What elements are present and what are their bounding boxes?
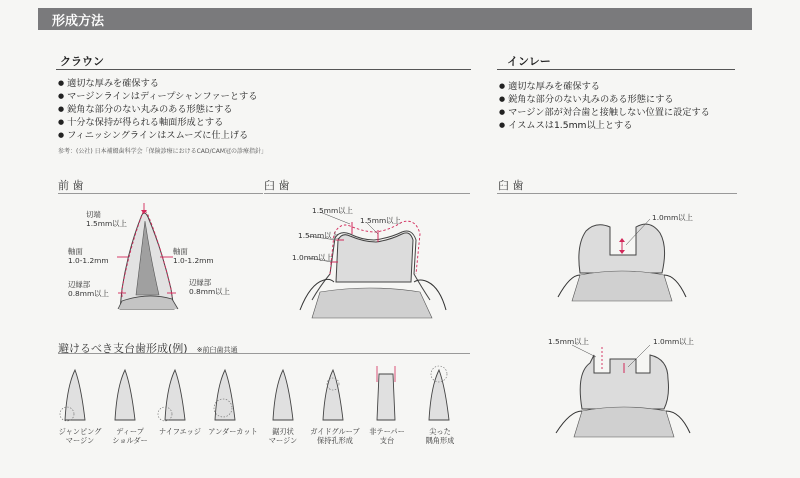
avoid-caption: 非テーパー 支台 (369, 427, 405, 445)
crown-bullet: ● フィニッシングラインはスムーズに仕上げる (58, 129, 257, 142)
title-banner (38, 8, 752, 30)
avoid-teeth-row (55, 362, 475, 424)
axial-left-label: 軸面 1.0-1.2mm (68, 247, 109, 265)
avoid-caption: 鋸刃状 マージン (268, 427, 298, 445)
anterior-title-line (58, 193, 263, 194)
crown-bullet: ● 適切な厚みを確保する (58, 77, 257, 90)
crown-bullet: ● 鋭角な部分のない丸みのある形態にする (58, 103, 257, 116)
molar-label: 1.0mm以上 (292, 253, 333, 262)
molar-label: 1.5mm以上 (298, 231, 339, 240)
inlay-bottom-diagram (550, 333, 730, 443)
crown-bullets (58, 77, 257, 142)
avoid-caption: ガイドグルーブ 保持孔形成 (310, 427, 360, 445)
page-title: 形成方法 (52, 14, 105, 29)
margin-right-label: 辺縁部 0.8mm以上 (189, 278, 230, 296)
avoid-heading: 避けるべき支台歯形成(例) ※前臼歯共通 (58, 342, 238, 355)
crown-heading: クラウン (60, 55, 104, 68)
inlay-molar-title: 臼 歯 (498, 179, 524, 192)
avoid-caption: ナイフエッジ (159, 427, 201, 436)
inlay-heading: インレー (507, 55, 551, 68)
crown-reference: 参考：(公社) 日本補綴歯科学会「保険診療におけるCAD/CAM冠の診療指針」 (58, 148, 267, 155)
molar-label: 1.5mm以上 (360, 216, 401, 225)
incisal-label: 切端 1.5mm以上 (86, 210, 127, 228)
crown-bullet: ● マージンラインはディープシャンファーとする (58, 90, 257, 103)
inlay-top-label: 1.0mm以上 (652, 213, 693, 222)
margin-left-label: 辺縁部 0.8mm以上 (68, 280, 109, 298)
anterior-title: 前 歯 (58, 179, 84, 192)
inlay-bullets (499, 80, 710, 132)
inlay-bullet: ● 適切な厚みを確保する (499, 80, 710, 93)
molar-label: 1.5mm以上 (312, 206, 353, 215)
avoid-caption: アンダーカット (208, 427, 258, 436)
inlay-molar-title-line (497, 193, 737, 194)
inlay-bottom-right-label: 1.0mm以上 (653, 337, 694, 346)
axial-right-label: 軸面 1.0-1.2mm (173, 247, 214, 265)
avoid-caption: ジャンピング マージン (58, 427, 102, 445)
crown-bullet: ● 十分な保持が得られる軸面形成とする (58, 116, 257, 129)
inlay-bullet: ● マージン部が対合歯と接触しない位置に設定する (499, 106, 710, 119)
inlay-bullet: ● イスムスは1.5mm以上とする (499, 119, 710, 132)
inlay-bullet: ● 鋭角な部分のない丸みのある形態にする (499, 93, 710, 106)
molar-title: 臼 歯 (264, 179, 290, 192)
inlay-heading-line (497, 69, 735, 70)
avoid-caption: ディープ ショルダー (112, 427, 148, 445)
avoid-caption: 尖った 隅角形成 (425, 427, 455, 445)
inlay-bottom-left-label: 1.5mm以上 (548, 337, 589, 346)
inlay-top-diagram (550, 205, 730, 305)
avoid-heading-line (58, 353, 470, 354)
crown-heading-line (56, 69, 471, 70)
molar-title-line (264, 193, 470, 194)
